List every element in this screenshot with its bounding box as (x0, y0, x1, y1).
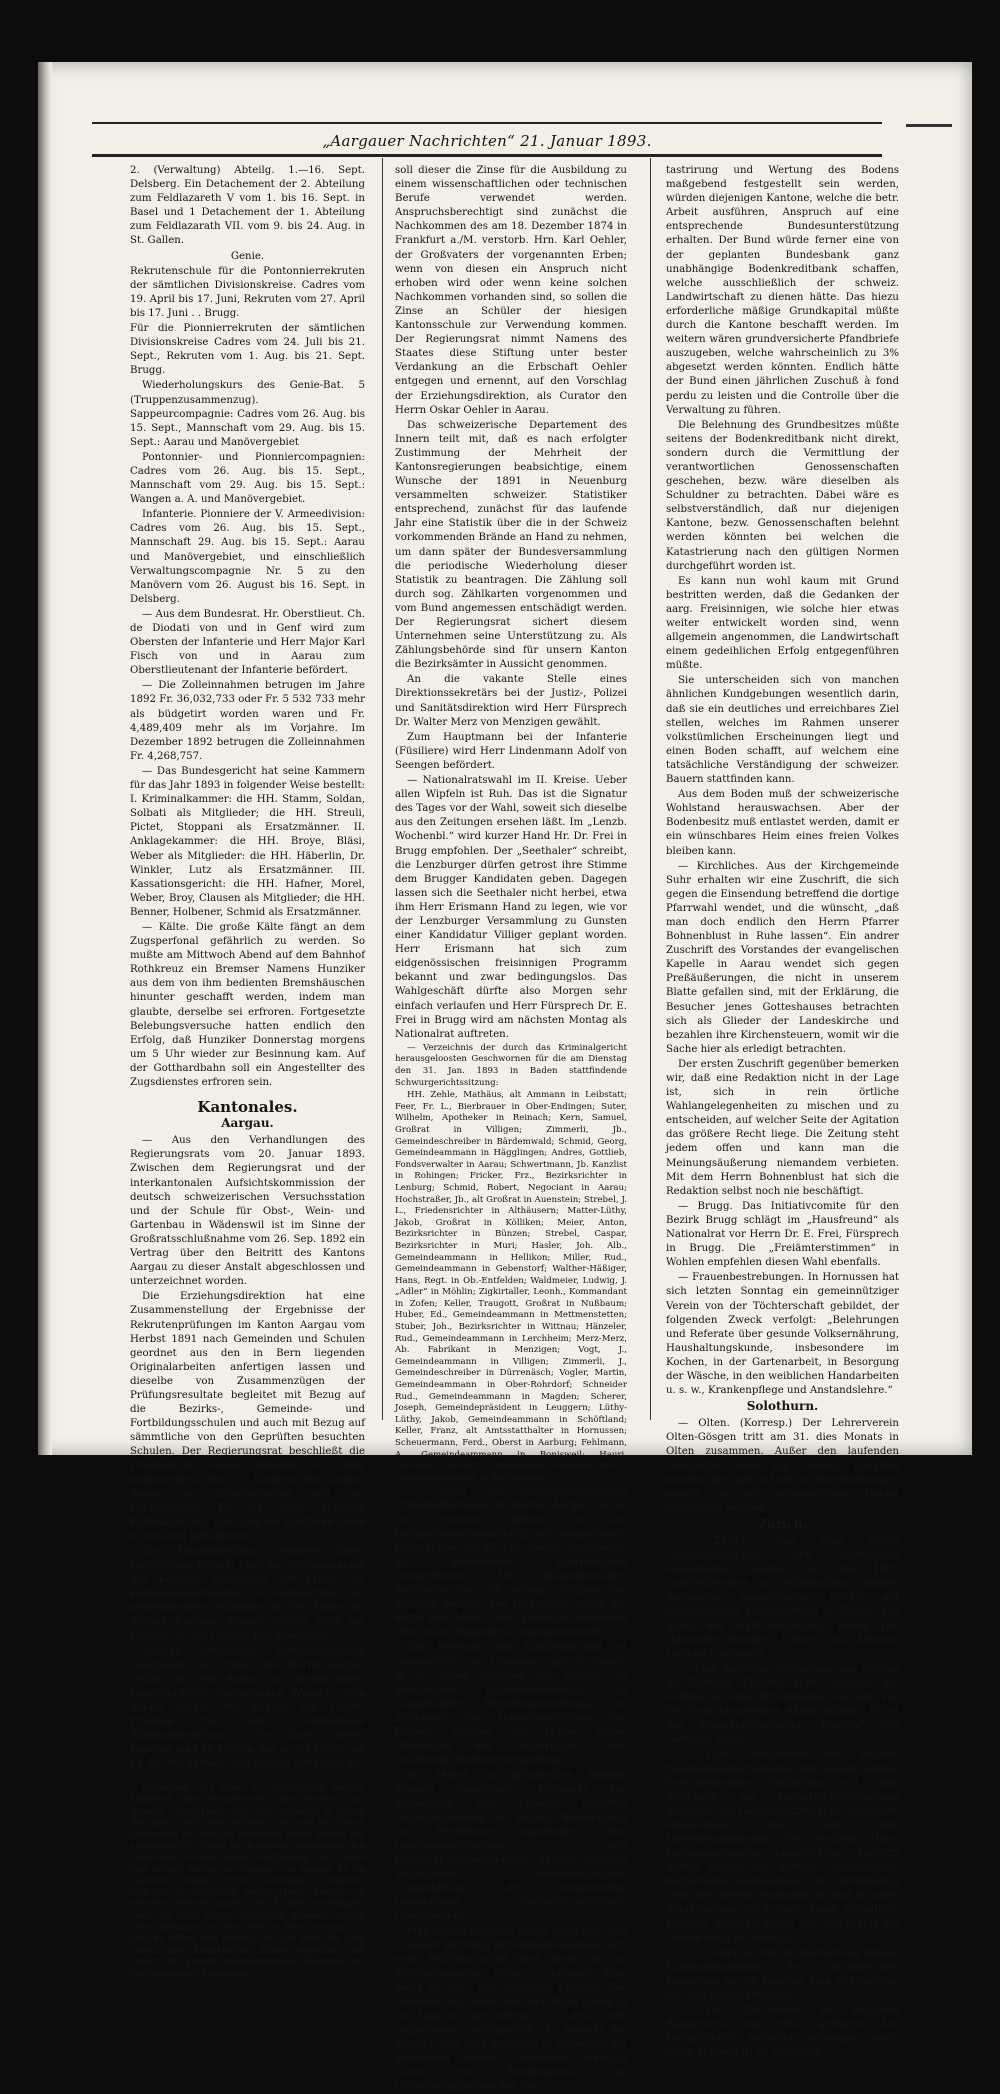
section-heading-kantonales: Kantonales. (197, 1098, 298, 1117)
paragraph: Pontonnier- und Pionniercompagnien: Cadres vom 26. Aug. bis 15. Sept., Mannschaft vom 29. Aug. bis 15. Sept.: Wangen a. A. und Manövergebiet. (130, 451, 365, 506)
column-3 (666, 164, 899, 2059)
subsection-heading-solothurn: Solothurn. (746, 1399, 819, 1414)
paragraph: Man müsse indessen sofort erkennen, daß in dieser Richtung der einzelne Kanton nach jeder Richtung nicht stark genug sei, um durchschlagende Hülfe zu bringen. Hier heißt es also: mit vereinten Kräften! Der Gedanke liegt nahe, daß der Bund einzig in der Lage ist, hier helfend, d. h. den Credit organisirend einzugreifen. Es besteht die Ansicht, daß dies ungefähr in folgender Art geschehen könnte: Nachdem zunächst durch ein Bundesgesetz die Grundbedingungen der Ca- (395, 1926, 627, 2093)
column-divider (650, 158, 651, 1420)
paragraph: 2. (Verwaltung) Abteilg. 1.—16. Sept. Delsberg. Ein Detachement der 2. Abteilung zum Feldlazareth V vom 1. bis 16. Sept. in Basel und 1 Detachement der 1. Abteilung zum Feldlazarath VII. vom 9. bis 24. Aug. in St. Gallen. (130, 165, 365, 247)
paragraph: — Kirchliches. Aus der Kirchgemeinde Suhr erhalten wir eine Zuschrift, die sich gegen die Einsendung betreffend die dortige Pfarrwahl wendet, und die wünscht, „daß man doch endlich den Herrn Pfarrer Bohnenblust in Ruhe lassen“. Ein andrer Zuschrift des Vorstandes der evangelischen Kapelle in Aarau wendet sich gegen Preßäußerungen, die nicht in unserem Blatte gefallen sind, mit der Erklärung, die Besucher jenes Gotteshauses betrachten sich als Glieder der Landeskirche und bezahlen ihre Kirchensteuern, womit wir die Sache hier als erledigt betrachten. (666, 860, 899, 1055)
paragraph: — Der Zürchersee ist zwischen Rapperswyl und Stäfa gefroren. Die Dampfschiffe aufwärts vermögen kaum mehr Männedorf zu erreichen. (666, 2005, 899, 2059)
paragraph: Zufolge vorgelegter Stiftungsurkunde übergeben die Erben des Herrn August Oehler sel. von Aarau, auf dessen ihnen handschriftlich übergebenen Wunsch, dem Staate Aargau ein Kapital von 15,000 Franken für eine „Oeffentliche Stipendienstiftung.“ Die Zinse dieses Kapitals sind zu äufnen, bis es die Höhe von Fr. 20,000 beträgt. Von diesem Zeitpunkt an (130, 1645, 365, 1770)
paragraph: Die Finanzdirektion erstattet ihren einläßlichen Bericht über die Stellungnahme des Kantons gegenüber der Frage der Konzessionserteilung zu Ausbeutung des neuentdeckten Salzlagers in der Nähe der Station Koblenz. Dieser Bericht wird zur Vorlage an den Großen Rat genehmigt. (130, 1546, 365, 1642)
paragraph: tastrirung und Wertung des Bodens maßgebend festgestellt sein werden, würden diejenigen Kantone, welche die betr. Arbeit ausführen, Anspruch auf eine entsprechende Bundesunterstützung erhalten. Der Bund würde ferner eine von der geplanten Bundesbank ganz unabhängige Bodenkreditbank schaffen, welche ausschließlich der schweiz. Landwirtschaft zu dienen hätte. Das hiezu erforderliche mäßige Grundkapital müßte durch die Kantone beschafft werden. Im weitern wären grundversicherte Pfandbriefe auszugeben, welche wahrscheinlich zu 3% abgesetzt werden könnten. Endlich hätte der Bund einen jährlichen Zuschuß à fond perdu zu leisten und die Controlle über die Verwaltung zu führen. (666, 165, 899, 416)
paragraph: Sie unterscheiden sich von manchen ähnlichen Kundgebungen wesentlich darin, daß sie ein deutliches und erreichbares Ziel stellen, welches im Rahmen unserer volkstümlichen Erscheinungen liegt und einen Boden schafft, auf welchem eine tatsächliche Verständigung der schweizer. Bauern stattfinden kann. (666, 675, 899, 786)
paragraph: — Zürich. Von dem durch Gemeindebeschluß den städtischen Angestellten, welche seit Mai 1889 ununterbrochen in städtischem Dienste gestanden, eingeräumten Rechte auf unentgeltliche Einbürgerung in Zürich, aus Anlaß der Stadtvereinigung, haben 180 städtische Beamte, Lehrer und Arbeiter Gebrauch gemacht. (666, 1536, 899, 1660)
paragraph: — Nationalratswahl im II. Kreise. Ueber allen Wipfeln ist Ruh. Das ist die Signatur des Tages vor der Wahl, soweit sich dieselbe aus den Zeitungen ersehen läßt. Im „Lenzb. Wochenbl.“ wird kurzer Hand Hr. Dr. Frei in Brugg empfohlen. Der „Seethaler“ schreibt, die Lenzburger dürfen getrost ihre Stimme dem Brugger Kandidaten geben. Dagegen lassen sich die Seethaler nicht herbei, etwa ihm Herr Erismann Hand zu legen, wie vor der Lenzburger Versammlung zu Gunsten einer Kandidatur Villiger geplant worden. Herr Erismann hat sich zum eidgenössischen freisinnigen Programm bekannt und zwar bedingungslos. Das Wahlgeschäft dürfte also Morgen sehr einfach verlaufen und Herr Fürsprech Dr. E. Frei in Brugg wird am nächsten Montag als Nationalrat auftreten. (395, 775, 627, 1040)
paragraph: — Verzeichnis der durch das Kriminalgericht herausgeloosten Geschwornen für die am Dienstag den 31. Jan. 1893 in Baden stattfindende Schwurgerichtssitzung: (395, 1042, 627, 1088)
paragraph: — Aus den Verhandlungen des Regierungsrats vom 20. Januar 1893. Zwischen dem Regierungsrat und der interkantonalen Aufsichtskommission der deutsch schweizerischen Versuchsstation und der Schule für Obst-, Wein- und Gartenbau in Wädenswil ist im Sinne der Großratsschlußnahme vom 26. Sep. 1892 ein Vertrag über den Beitritt des Kantons Aargau zu dieser Anstalt abgeschlossen und unterzeichnet worden. (130, 1135, 365, 1288)
paragraph: Die Belehnung des Grundbesitzes müßte seitens der Bodenkreditbank nicht direkt, sondern durch die Vermittlung der verantwortlichen Genossenschaften geschehen, bezw. wäre dieselben als Schuldner zu betrachten. Dabei wäre es selbstverständlich, daß nur diejenigen Kantone, bezw. Genossenschaften belehnt werden könnten bei welchen die Katastrierung nach den gültigen Normen durchgeführt worden ist. (666, 419, 899, 572)
paragraph: Aus dem Boden muß der schweizerische Wohlstand herauswachsen. Aber der Bodenbesitz muß entlastet werden, damit er ein wünschbares Heim eines freien Volkes bleiben kann. (666, 789, 899, 857)
header-rule (92, 154, 882, 157)
paragraph: — Kälte. Die große Kälte fängt an dem Zugsperfonal gefährlich zu werden. So mußte am Mittwoch Abend auf dem Bahnhof Rothkreuz ein Bremser Namens Hunziker aus dem von ihm bedienten Bremshäuschen hinunter geschafft werden, indem man glaubte, derselbe sei erfroren. Fortgesetzte Belebungsversuche hatten endlich den Erfolg, daß Hunziker Donnerstag morgens um 5 Uhr wieder zur Besinnung kam. Auf der Gotthardbahn soll ein Angestellter des Zugsdienstes erfroren sein. (130, 921, 365, 1088)
paragraph: Der Notstand der Landwirtschaft ist unbestritten; die Ursachen sind zu suchen in zu hoher Wertung des Bodens; in mangelnder Katasterermessung; in mangelhafter Hypothekenordnung; im Zunehmen der Lebensbedürfnisse der Bauern; Steigen der Löhne, daher Minderung des Reinertrags; stets wachsende Bodenverschuldung. (395, 1642, 627, 1767)
paragraph: Das schweizerische Departement des Innern teilt mit, daß es nach erfolgter Zustimmung der Mehrheit der Kantonsregierungen beabsichtige, einem Wunsche der 1891 in Neuenburg versammelten schweizer. Statistiker entsprechend, zunächst für das laufende Jahr eine Statistik über die in der Schweiz vorkommenden Brände an Hand zu nehmen, um dann später der Bundesversammlung die periodische Wiederholung dieser Statistik zu beantragen. Die Zählung soll durch sog. Zählkarten vorgenommen und vom Bund angemessen entschädigt werden. Der Regierungsrat sichert diesem Unternehmen seine Unterstützung zu. Als Zählungsbehörde sind für unsern Kanton die Bezirksämter in Aussicht genommen. (395, 419, 627, 671)
top-rule (92, 122, 882, 124)
paragraph: Es kann nun wohl kaum mit Grund bestritten werden, daß die Gedanken der aarg. Freisinnigen, wie solche hier etwas weiter entwickelt worden sind, wenn allgemein angenommen, die Landwirtschaft einem gedeihlichen Erfolg entgegenführen müßte. (666, 575, 899, 672)
paragraph: Für die Pionnierrekruten der sämtlichen Divisionskreise Cadres vom 24. Juli bis 21. Sept., Rekruten vom 1. Aug. bis 21. Sept. Brugg. (130, 323, 365, 377)
paragraph: — Das Bundesgericht hat seine Kammern für das Jahr 1893 in folgender Weise bestellt: I. Kriminalkammer: die HH. Stamm, Soldan, Solbati als Mitglieder; die HH. Streuli, Pictet, Stoppani als Ersatzmänner. II. Anklagekammer: die HH. Broye, Bläsi, Weber als Mitglieder: die HH. Häberlin, Dr. Winkler, Lutz als Ersatzmänner. III. Kassationsgericht: die HH. Hafner, Morel, Weber, Broy, Clausen als Mitglieder; die HH. Benner, Holbener, Schmid als Ersatzmänner. (130, 765, 365, 918)
paragraph: — Die Zolleinnahmen betrugen im Jahre 1892 Fr. 36,032,733 oder Fr. 5 532 733 mehr als büdgetirt worden waren und Fr. 4,489,409 mehr als im Vorjahre. Im Dezember 1892 betrugen die Zolleinnahmen Fr. 4,268,757. (130, 680, 365, 762)
column-2 (395, 164, 627, 2093)
paragraph: — Frauenbestrebungen. In Hornussen hat sich letzten Sonntag ein gemeinnütziger Verein von der Töchterschaft gebildet, der folgenden Zweck verfolgt: „Belehrungen und Referate über gesunde Volksernährung, Haushaltungskunde, insbesondere im Kochen, in der Gartenarbeit, in Besorgung der Wäsche, in den weiblichen Handarbeiten u. s. w., Krankenpflege und Anstandslehre.“ (666, 1272, 899, 1397)
page-fold-shadow (38, 62, 52, 1455)
subsection-heading-zurich: Zürich. (758, 1516, 807, 1531)
paragraph: soll dieser die Zinse für die Ausbildung zu einem wissenschaftlichen oder technischen Berufe verwendet werden. Anspruchsberechtigt sind zunächst die Nachkommen des am 18. Dezember 1874 in Frankfurt a./M. verstorb. Hrn. Karl Oehler, der Großvaters der vorgenannten Erben; wenn von diesen ein Anspruch nicht erhoben wird oder wenn keine solchen Nachkommen vorhanden sind, so sollen die Zinse an Schüler der hiesigen Kantonsschule zur Verwendung kommen. Der Regierungsrat nimmt Namens des Staates diese Stiftung unter bester Verdankung an die Erbschaft Oehler entgegen und ernennt, auf den Vorschlag der Erziehungsdirektion, als Curator den Herrn Oskar Oehler in Aarau. (395, 165, 627, 416)
subsection-heading-aargau: Aargau. (221, 1116, 274, 1131)
masthead (92, 70, 882, 162)
jury-list: HH. Zehle, Mathäus, alt Ammann in Leibstatt; Feer, Fr. L., Bierbrauer in Ober-Endingen; Suter, Wilhelm, Apotheker in Reinach; Kern, Samuel, Großrat in Villigen; Zimmerli, Jb., Gemeindeschreiber in Bärdemwald; Schmid, Georg, Gemeindeammann in Hägglingen; Andres, Gottlieb, Fondsverwalter in Aarau; Schwertmann, Jb. Kanzlist in Rohingen; Fricker, Frz., Bezirksrichter in Lenburg; Schmid, Robert, Negociant in Aarau; Hochstraßer, Jb., alt Großrat in Auenstein; Strebel, J. L., Friedensrichter in Althäusern; Matter-Lüthy, Jakob, Großrat in Kölliken; Meier, Anton, Bezirksrichter in Bünzen; Strebel, Caspar, Bezirksrichter in Muri; Hasler, Joh. Alb., Gemeindeammann in Hellikon; Miller, Rud., Gemeindeammann in Gebenstorf; Walther-Häßiger, Hans, Regt. in Ob.-Entfelden; Waldmeier, Ludwig, J. „Adler“ in Möhlin; Zigkirtaller, Leonh., Kommandant in Zofen; Keller, Traugott, Großrat in Nußbaum; Huber, Ed., Gemeindeammann in Mettmenstetten; Stuber, Joh., Bezirksrichter in Wittnau; Hänzeler, Rud., Gemeindeammann in Lerchheim; Merz-Merz, Ab. Fabrikant in Menzigen; Vogt, J., Gemeindeammann in Villigen; Zimmerli, J., Gemeindeschreiber in Dürrenäsch; Vogler, Martin, Gemeindeammann in Ober-Rohrdorf; Schneider Rud., Gemeindeammann in Magden; Scherer, Joseph, Gemeindepräsident in Leuggern; Lüthy-Lüthy, Jakob, Gemeindeammann in Schöftland; Keller, Franz, alt Amtsstatthalter in Hornussen; Scheuermann, Ferd., Oberst in Aarburg; Fehlmann, A., Gemeindeammann in Bonisweil; Hauri, Bernhard, Großrat in Staffelbach; Leemann, Hrch., Gemeindeammann in Bergdietikon. (395, 1090, 627, 1483)
subheading-genie: Genie. (230, 250, 265, 262)
paragraph: Infanterie. Pionniere der V. Armeedivision: Cadres vom 26. Aug. bis 15. Sept., Mannschaft 29. Aug. bis 15. Sept.: Aarau und Manövergebiet, und einschließlich Verwaltungscompagnie Nr. 5 zu den Manövern vom 26. August bis 16. Sept. in Delsberg. (130, 509, 365, 605)
paragraph: Der ersten Zuschrift gegenüber bemerken wir, daß eine Redaktion nicht in der Lage ist, sich in rein örtliche Wahlangelegenheiten zu mischen und zu entscheiden, auf welcher Seite der Agitation das größere Recht liege. Die Zeitung steht jedem offen und kann man die Meinungsäußerung niemandem verbieten. Mit dem Herrn Bohnenblust hat sich die Redaktion selbst noch nie beschäftigt. (666, 1058, 899, 1197)
paragraph: — Laut Telegramm des eidgen. Eisenbahndepartements hat wegen immer fortschreitender Eisbildung auf dem Zürichsee die Dampfschiffverwaltung genötigt, den Dampfschiffverkehr successive einzustellen und auf den Unterbruchstrecken des rechten Ufers Postomnibuskurse einzurichten. Gestern Abend wurde die Strecke Schirmensee-Rapperswyl aufgegeben, die Verbindung zwischen diesen Stationen ab und zu allen Schiffskursen wird über Land vermittelt. Rascher Zurückdrängen der Schifffahrt bis Meilen steht in Aussicht. (666, 1749, 899, 1944)
paragraph: Die Erziehungsdirektion hat eine Zusammenstellung der Ergebnisse der Rekrutenprüfungen im Kanton Aargau vom Herbst 1891 nach Gemeinden und Schulen geordnet aus den in Bern liegenden Originalarbeiten anfertigen lassen und dieselbe von Zusammenzügen der Prüfungsresultate begleitet mit Bezug auf die Bezirks-, Gemeinde- und Fortbildungsschulen und auch mit Bezug auf sämmtliche von den Geprüften besuchten Schulen. Der Regierungsrat beschließt die Drucklegung dieses Materials mit dem begleitenden Text zu Handen des Großen Rates, der Schulbehörden und der Lehrerschaft. Es ist eine ähnliche Publikation auf 1892 und die künftigen Jahre in Aussicht genommen. (130, 1291, 365, 1542)
paragraph: — Ueber die landwirtschaftlichen Crebitverhältnisse im Kanton Aargau und in der Schweiz haben in der Delegiertenversammlung der aargauischen Freisinnigen am 15. Jan. ebenso eingehende als interessante Erörterungen stattgefunden. Die fachmännischen Referenten Näf und Schwarz erfüllten ihre Aufgabe bestens. Die Diskussion schloß die Kette der Ideen. Das Ergebniß derselben läßt sich in folgendem zusammenfassen: (395, 1486, 627, 1639)
paragraph: Rekrutenschule für die Pontonnierrekruten der sämtlichen Divisionskreise. Cadres vom 19. April bis 17. Juni, Rekruten vom 27. April bis 17. Juni . . Brugg. (130, 265, 365, 319)
paragraph: — Olten. (Korresp.) Der Lehrerverein Olten-Gösgen tritt am 31. dies Monats in Olten zusammen. Außer den laufenden Geschäften wird ein Vortrag gehalten werden, der sich auf die zu den Neuerungen gehört, die auf pädagogischem Gebiet angetreten werden. (666, 1418, 899, 1514)
column-1 (130, 164, 365, 1979)
paragraph: Zum Hauptmann bei der Infanterie (Füsiliere) wird Herr Lindenmann Adolf von Seengen befördert. (395, 731, 627, 771)
page-title: „Aargauer Nachrichten“ 21. Januar 1893. (322, 132, 652, 150)
paragraph: — Aus dem Bundesrat. Hr. Oberstlieut. Ch. de Diodati von und in Genf wird zum Obersten der Infanterie und Herr Major Karl Fisch von und in Aarau zum Oberstlieutenant der Infanterie befördert. (130, 608, 365, 677)
paragraph: An die vakante Stelle eines Direktionssekretärs bei der Justiz-, Polizei und Sanitätsdirektion wird Herr Fürsprech Dr. Walter Merz von Menzigen gewählt. (395, 674, 627, 728)
column-divider (382, 158, 383, 1420)
paragraph: — In Zürich wurde am Donnerstag infolge Entgegenkommens der zürcherischen Regierung in der Kaserne eine Gratisküche für Arbeitslose errichtet. (666, 1947, 899, 2001)
corner-mark (906, 124, 952, 127)
paragraph: Als Mittel zur gründlichen Abhülfe wurden bezeichnet: Rückkehr zur Einfachheit des Lebens; besseres Rechnungswesen des Bauers; Bekämpfung der Festfreude; namentlich aber Landeskatastrierung und Hypothekargesetzgebung; Bildung rationell organisirter Genossenschaften; Umgestaltung des gegenwärtig bestehenden landwirtschaftlichen Creditwesens. (395, 1770, 627, 1923)
paragraph: — Brugg. Das Initiativcomite für den Bezirk Brugg schlägt im „Hausfreund“ als Nationalrat vor Herrn Dr. E. Frei, Fürsprech in Brugg. Die „Freiämterstimmen“ in Wohlen empfehlen diesen Wahl ebenfalls. (666, 1200, 899, 1269)
paragraph: Wiederholungskurs des Genie-Bat. 5 (Truppenzusammenzug). Sappeurcompagnie: Cadres vom 26. Aug. bis 15. Sept., Mannschaft vom 29. Aug. bis 15. Sept.: Aarau und Manövergebiet (130, 380, 365, 448)
paragraph: — Eine festliche Aufführung am Freitag im Zürcher Theater statt, nämlich die Aufführung eines Bruchstücks, das sich aus den Gedichten letzten Akten befindet. Es ist das Schauspielfragment „Therese“ von Gottfried Keller. (666, 1663, 899, 1746)
feuilleton-text: Hildegard, das sonst so gleichmäßig heitere Mädchen, der Sonnenschein des Hauses, war traurig, schreckhaft und sehr ungleich in ihrem Betragen; noch weit reizbarer aber war der Baron geworden; der ruhige, gelassene Mann schien wie ausgetauscht. Schalt er in diesem Augenblick den Lieutenant wegen seiner Auffassung der Dinge und keiner Sache zu Gunsten, so konnte er im nächsten wieder Fritz Schwiegen gebieten, welcher die Unschuld seines Herrn Bodmer in erregten Worten gegen den Bruder verteidigte, oder ihn nicht gegen Hildegard wenden, sobald diese ebenfalls für jenen eintrat. Der Zwiespalt, in dem er selbst sich befand, ließ ihn bald für, bald gegen den Angeklagten Partei ergreifen und immer die gerade ausgesprochene Meinung mit Hartnäckigkeit bekämpfen. (130, 1783, 365, 1979)
